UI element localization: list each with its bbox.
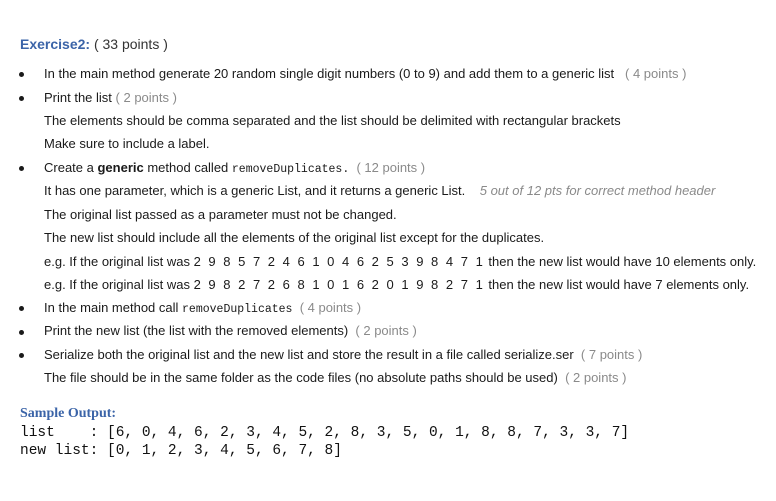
method-name-code: removeDuplicates.: [231, 163, 350, 176]
example-line: [44, 277, 749, 293]
example-text: e.g. If the original list was: [44, 277, 194, 292]
exercise-title: [20, 36, 168, 52]
grading-note: 5 out of 12 pts for correct method header: [479, 183, 716, 198]
method-name-code: removeDuplicates: [182, 303, 293, 316]
task-detail-text: It has one parameter, which is a generic List, and it returns a generic List.: [44, 183, 466, 198]
bullet-dot: [19, 330, 24, 335]
task-remove-duplicates: [44, 160, 425, 178]
task-points: ( 2 points ): [565, 370, 627, 385]
task-text: method called: [143, 160, 232, 175]
exercise-heading: Exercise2:: [20, 36, 91, 52]
task-points: ( 12 points ): [356, 160, 426, 175]
example-text: e.g. If the original list was: [44, 254, 194, 269]
task-points: ( 2 points ): [115, 90, 177, 105]
task-detail: The elements should be comma separated and the list should be delimited with rectangular brackets: [44, 113, 621, 128]
example-line: [44, 254, 756, 270]
sample-output-line: new list: [0, 1, 2, 3, 4, 5, 6, 7, 8]: [20, 443, 342, 459]
task-points: ( 7 points ): [580, 347, 643, 362]
task-points: ( 4 points ): [299, 300, 362, 315]
bullet-dot: [19, 353, 24, 358]
task-print-list: [44, 90, 177, 106]
bullet-dot: [19, 72, 24, 77]
example-digits: 2 9 8 5 7 2 4 6 1 0 4 6 2 5 3 9 8 4 7 1: [193, 254, 485, 269]
sample-output-line: list : [6, 0, 4, 6, 2, 3, 4, 5, 2, 8, 3, 5, 0, 1, 8, 8, 7, 3, 3, 7]: [20, 425, 630, 441]
task-detail-text: The file should be in the same folder as the code files (no absolute paths should be used): [44, 370, 558, 385]
task-detail: [44, 370, 626, 386]
example-text: then the new list would have 7 elements only.: [484, 277, 750, 292]
exercise-points: ( 33 points ): [93, 36, 168, 52]
task-serialize: [44, 347, 642, 363]
task-text: Print the new list (the list with the removed elements): [44, 323, 349, 338]
bullet-dot: [19, 306, 24, 311]
sample-output-heading: Sample Output:: [20, 406, 117, 421]
task-text: In the main method call: [44, 300, 183, 315]
bullet-dot: [19, 166, 24, 171]
task-detail: Make sure to include a label.: [44, 136, 210, 151]
task-text: In the main method generate 20 random single digit numbers (0 to 9) and add them to a generic list: [44, 66, 615, 81]
example-text: then the new list would have 10 elements only.: [484, 254, 757, 269]
task-text: Create a: [44, 160, 98, 175]
task-points: ( 2 points ): [355, 323, 417, 338]
example-digits: 2 9 8 2 7 2 6 8 1 0 1 6 2 0 1 9 8 2 7 1: [193, 277, 485, 292]
task-bold-word: generic: [97, 160, 144, 175]
task-detail: The original list passed as a parameter must not be changed.: [44, 207, 397, 222]
task-detail: [44, 183, 715, 199]
bullet-dot: [19, 96, 24, 101]
task-call-remove: [44, 300, 361, 318]
task-print-new-list: [44, 323, 417, 339]
task-text: Serialize both the original list and the new list and store the result in a file called serialize.ser: [44, 347, 574, 362]
task-text: Print the list: [44, 90, 112, 105]
task-detail: The new list should include all the elements of the original list except for the duplicates.: [44, 230, 545, 245]
task-generate-numbers: [44, 66, 686, 82]
task-points: ( 4 points ): [625, 66, 687, 81]
